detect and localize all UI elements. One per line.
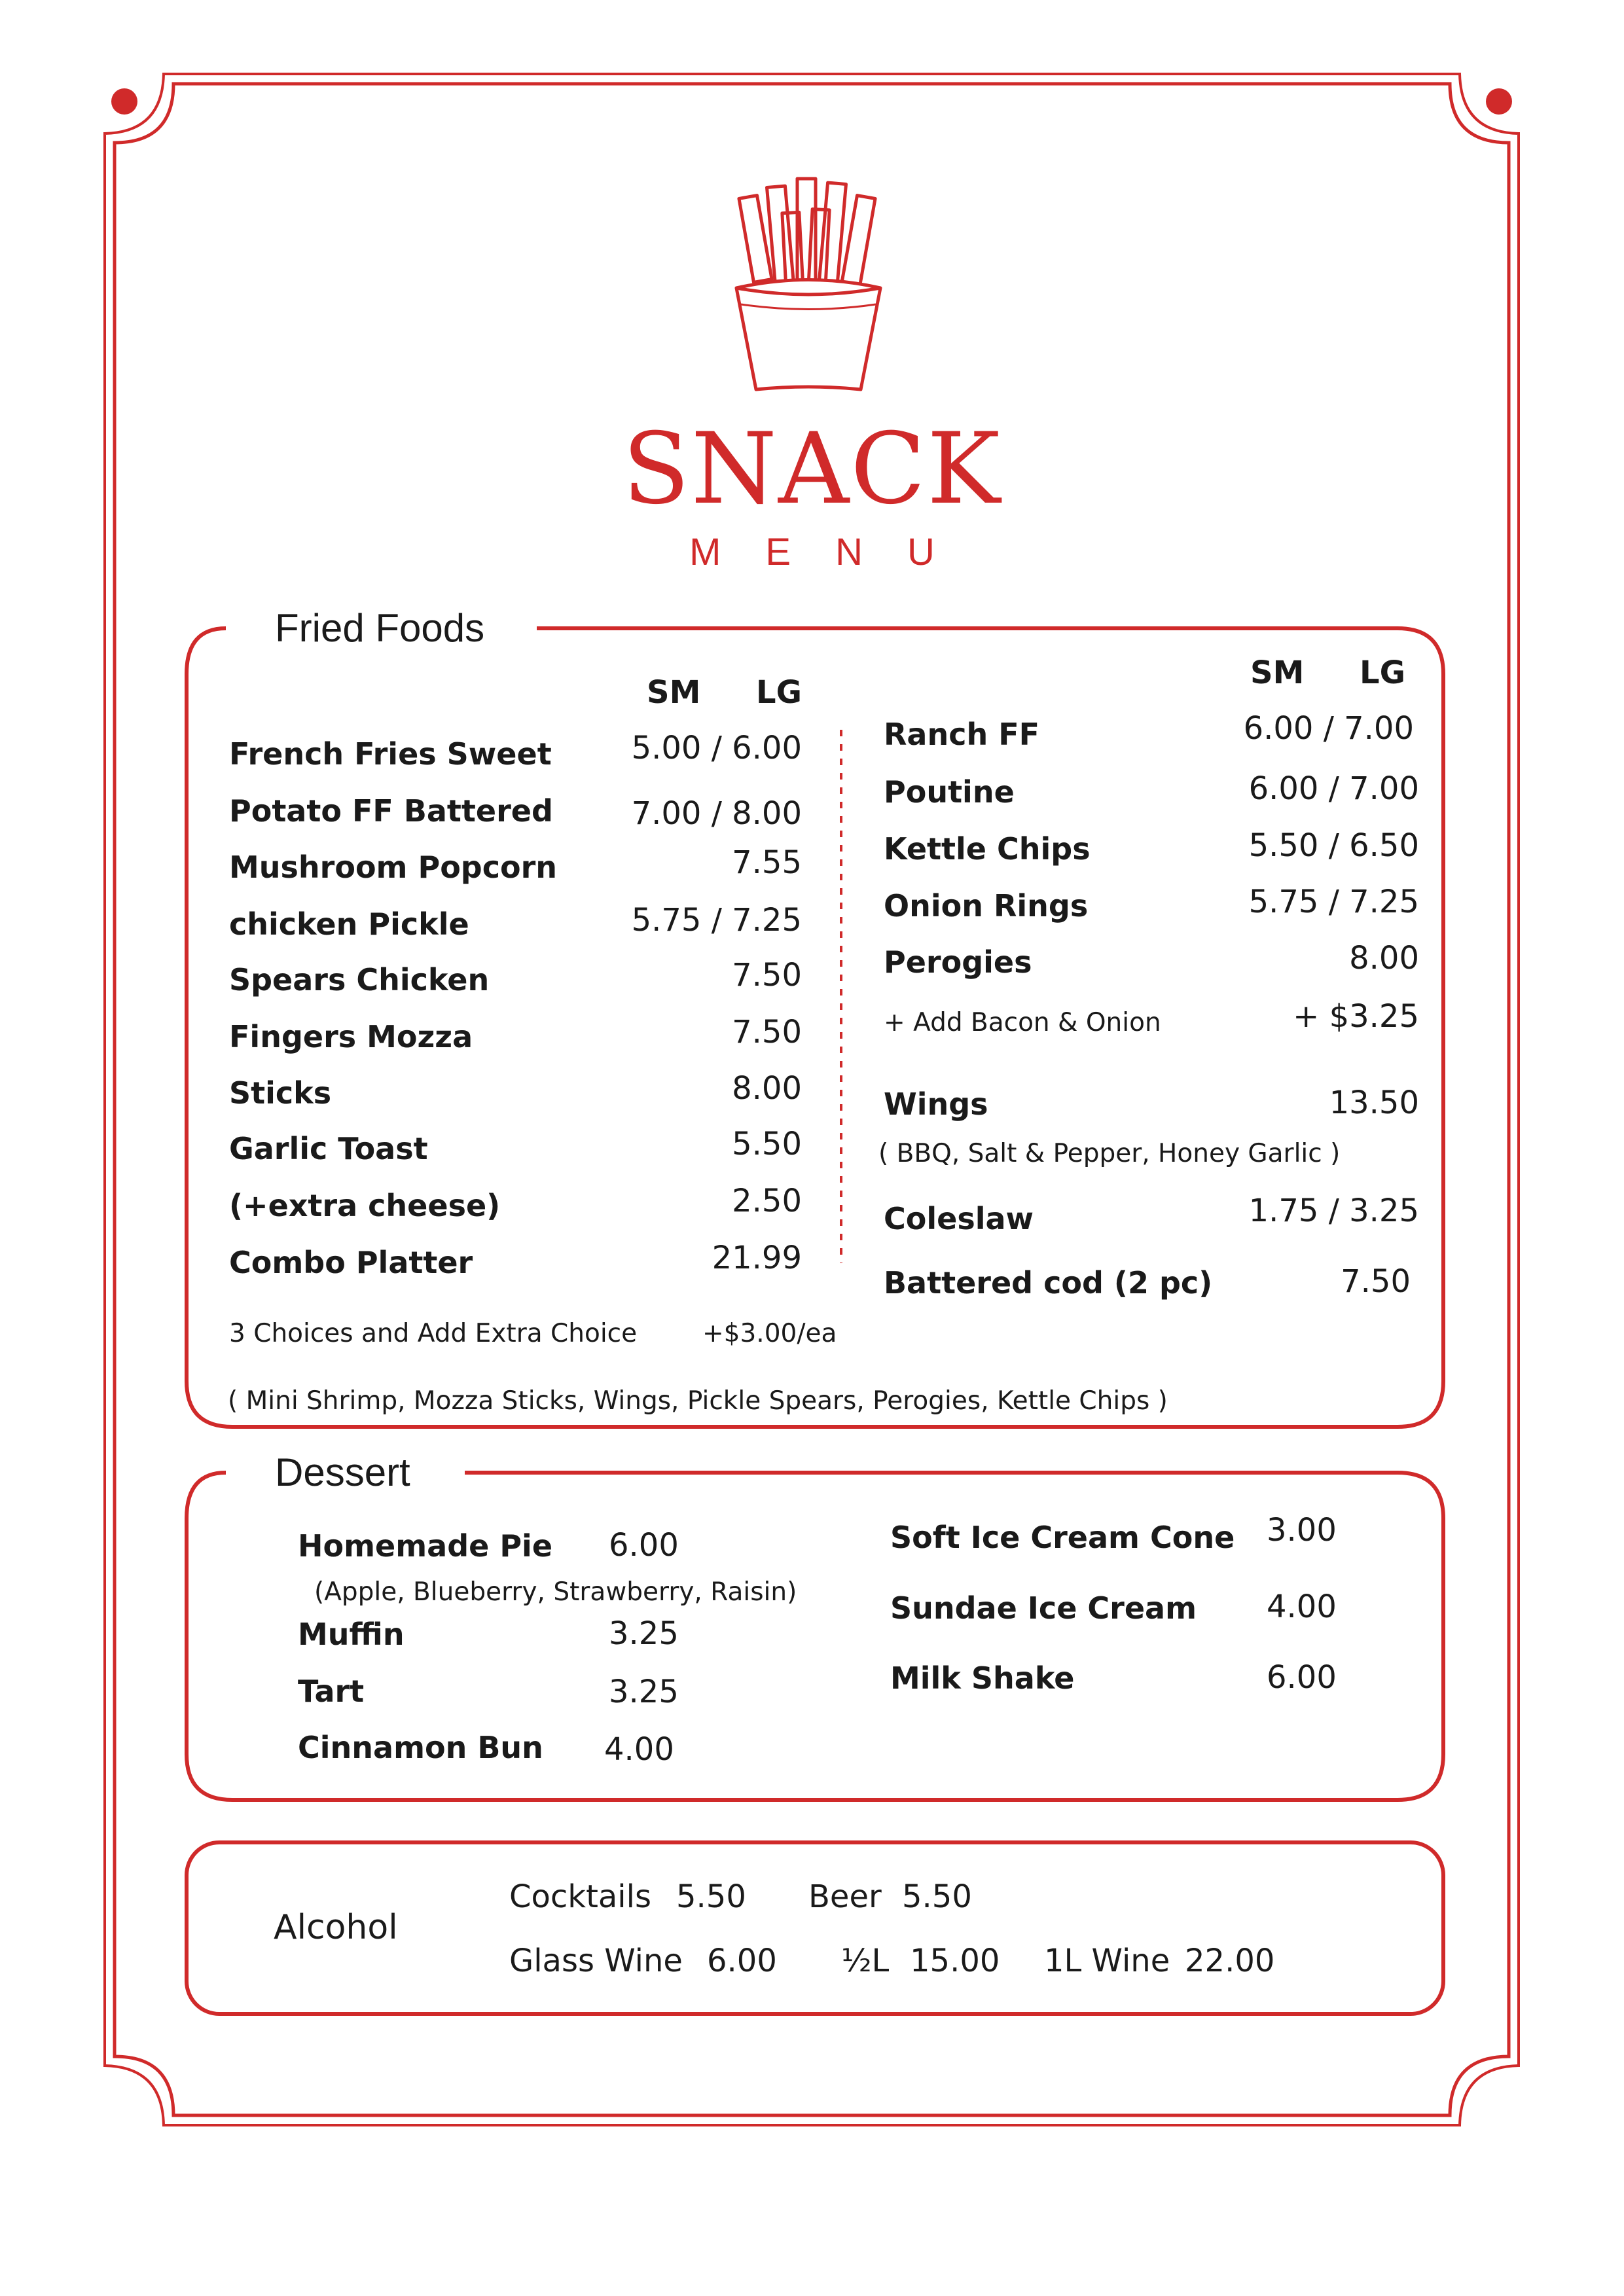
cod-price: 7.50 bbox=[1341, 1263, 1411, 1300]
pie-label: Homemade Pie bbox=[298, 1528, 553, 1564]
dessert-title: Dessert bbox=[268, 1450, 417, 1495]
combo-note: 3 Choices and Add Extra Choice bbox=[229, 1319, 638, 1348]
cocktails-price: 5.50 bbox=[676, 1878, 746, 1915]
addon-price: + $3.25 bbox=[1293, 998, 1419, 1035]
one-liter-label: 1L Wine bbox=[1044, 1943, 1170, 1979]
one-liter-price: 22.00 bbox=[1185, 1943, 1275, 1979]
item-price: 8.00 bbox=[1349, 940, 1419, 977]
item-price: 4.00 bbox=[1267, 1588, 1337, 1625]
item-price: 5.75 / 7.25 bbox=[631, 902, 802, 939]
item-price: 2.50 bbox=[732, 1183, 802, 1219]
list-item: Kettle Chips bbox=[884, 831, 1091, 867]
item-price: 7.00 / 8.00 bbox=[631, 795, 802, 832]
pie-flavors: (Apple, Blueberry, Strawberry, Raisin) bbox=[314, 1577, 797, 1607]
list-item: Tart bbox=[298, 1674, 365, 1709]
addon-label: + Add Bacon & Onion bbox=[884, 1008, 1161, 1037]
item-price: 5.00 / 6.00 bbox=[631, 730, 802, 766]
glass-wine-label: Glass Wine bbox=[509, 1943, 683, 1979]
item-price: 3.00 bbox=[1267, 1512, 1337, 1549]
list-item: Ranch FF bbox=[884, 717, 1040, 752]
list-item: Onion Rings bbox=[884, 888, 1089, 924]
item-price: 5.75 / 7.25 bbox=[1248, 884, 1419, 920]
combo-choices: ( Mini Shrimp, Mozza Sticks, Wings, Pickle Spears, Perogies, Kettle Chips ) bbox=[228, 1386, 1168, 1416]
coleslaw-price: 1.75 / 3.25 bbox=[1248, 1193, 1419, 1229]
coleslaw-label: Coleslaw bbox=[884, 1201, 1034, 1236]
item-price: 7.50 bbox=[732, 957, 802, 994]
list-item: Perogies bbox=[884, 944, 1032, 980]
list-item: Garlic Toast bbox=[229, 1131, 428, 1166]
item-price: 5.50 bbox=[732, 1126, 802, 1162]
list-item: chicken Pickle bbox=[229, 906, 469, 942]
list-item: Cinnamon Bun bbox=[298, 1730, 543, 1765]
list-item: Fingers Mozza bbox=[229, 1019, 473, 1054]
beer-price: 5.50 bbox=[902, 1878, 972, 1915]
item-price: 3.25 bbox=[609, 1615, 679, 1652]
item-price: 8.00 bbox=[732, 1070, 802, 1107]
col-sm-right: SM bbox=[1250, 655, 1305, 691]
half-liter-price: 15.00 bbox=[910, 1943, 1000, 1979]
half-liter-label: ½L bbox=[841, 1943, 890, 1979]
list-item: Mushroom Popcorn bbox=[229, 850, 558, 885]
cod-label: Battered cod (2 pc) bbox=[884, 1265, 1213, 1300]
list-item: Muffin bbox=[298, 1617, 405, 1652]
item-price: 3.25 bbox=[609, 1674, 679, 1710]
list-item: Soft Ice Cream Cone bbox=[890, 1520, 1235, 1555]
corner-dot-right bbox=[1486, 88, 1512, 115]
list-item: Sticks bbox=[229, 1075, 332, 1111]
alcohol-title: Alcohol bbox=[274, 1908, 398, 1947]
col-lg-left: LG bbox=[756, 674, 802, 711]
corner-dot-left bbox=[111, 88, 137, 115]
wings-price: 13.50 bbox=[1329, 1085, 1419, 1121]
item-price: 6.00 bbox=[1267, 1659, 1337, 1696]
beer-label: Beer bbox=[808, 1878, 882, 1915]
menu-subtitle: MENU bbox=[689, 531, 979, 573]
combo-extra-price: +$3.00/ea bbox=[702, 1319, 837, 1348]
item-price: 5.50 / 6.50 bbox=[1248, 827, 1419, 864]
pie-price: 6.00 bbox=[609, 1527, 679, 1564]
french-fries-icon bbox=[727, 173, 890, 399]
item-price: 6.00 / 7.00 bbox=[1248, 770, 1419, 807]
item-price: 7.55 bbox=[732, 844, 802, 881]
item-price: 6.00 / 7.00 bbox=[1243, 710, 1414, 747]
list-item: Potato FF Battered bbox=[229, 793, 553, 829]
glass-wine-price: 6.00 bbox=[707, 1943, 777, 1979]
item-price: 4.00 bbox=[604, 1731, 674, 1768]
list-item: Combo Platter bbox=[229, 1245, 473, 1280]
list-item: French Fries Sweet bbox=[229, 736, 552, 772]
list-item: Sundae Ice Cream bbox=[890, 1590, 1197, 1626]
item-price: 7.50 bbox=[732, 1014, 802, 1050]
wings-flavors: ( BBQ, Salt & Pepper, Honey Garlic ) bbox=[878, 1139, 1341, 1168]
list-item: Poutine bbox=[884, 774, 1015, 810]
col-lg-right: LG bbox=[1360, 655, 1405, 691]
list-item: (+extra cheese) bbox=[229, 1188, 501, 1223]
list-item: Spears Chicken bbox=[229, 962, 490, 997]
menu-title: SNACK bbox=[622, 412, 1002, 526]
wings-label: Wings bbox=[884, 1086, 988, 1122]
item-price: 21.99 bbox=[712, 1240, 802, 1276]
cocktails-label: Cocktails bbox=[509, 1878, 651, 1915]
fried-foods-title: Fried Foods bbox=[268, 605, 491, 651]
list-item: Milk Shake bbox=[890, 1660, 1075, 1696]
col-sm-left: SM bbox=[647, 674, 701, 711]
